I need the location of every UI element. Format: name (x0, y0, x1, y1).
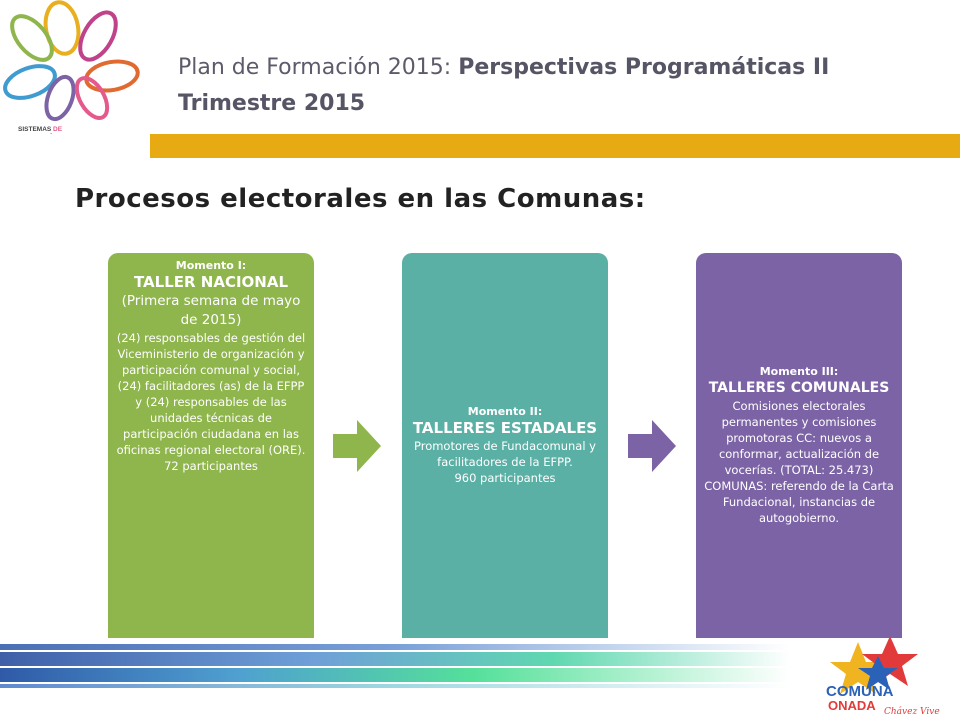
title-prefix: Plan de Formación 2015: (178, 55, 459, 80)
moment-1-box (108, 253, 314, 638)
moment-3-name: TALLERES COMUNALES (708, 380, 890, 396)
title-bold: Perspectivas Programáticas II Trimestre 2015 (178, 55, 830, 116)
header-bar-left (0, 134, 150, 158)
logo-comuna-text: COMUNA (826, 683, 894, 700)
moment-3-box (696, 253, 902, 638)
moment-3-description-2: COMUNAS: referendo de la Carta Fundacional, instancias de autogobierno. (704, 479, 894, 525)
logo-script-text: Chávez Vive (884, 707, 940, 717)
moment-3-description: Comisiones electorales permanentes y comisiones promotoras CC: nuevos a conformar, actualización de vocerías. (TOTAL: 25.473) (718, 399, 880, 477)
comuna-o-nada-logo (818, 634, 948, 718)
moment-1-date: (Primera semana de mayo de 2015) (121, 293, 301, 328)
logo-line-1b: DE (51, 126, 63, 133)
moment-1-description: (24) responsables de gestión del Viceministerio de organización y participación comunal y social, (24) facilitadores (as) de la EFPP y (24) responsables de las unidades técnicas de participación ciudadana en las oficinas regional electoral (ORE). (116, 331, 306, 457)
moment-1-participants: 72 participantes (164, 459, 258, 473)
moment-2-name: TALLERES ESTADALES (412, 419, 598, 437)
moment-2-participants: 960 participantes (454, 471, 556, 485)
arrow-right-icon (628, 420, 676, 472)
moment-1-label: Momento I: (175, 259, 247, 272)
moment-3-label: Momento III: (759, 365, 839, 378)
star-logo-icon (818, 634, 948, 718)
moment-1-name: TALLER NACIONAL (133, 273, 289, 291)
moment-2-description: Promotores de Fundacomunal y facilitadores de la EFPP. (413, 439, 596, 469)
logo-line-1: SISTEMAS (18, 126, 52, 133)
moment-2-label: Momento II: (467, 405, 543, 418)
flower-logo-icon (0, 0, 150, 130)
page-title (178, 50, 938, 122)
moment-2-box (402, 253, 608, 638)
section-heading: Procesos electorales en las Comunas: (75, 184, 646, 214)
arrow-right-icon (333, 420, 381, 472)
header-bar-gold (150, 134, 960, 158)
logo-onada-text: ONADA (828, 698, 876, 713)
footer-stripes (0, 640, 790, 692)
